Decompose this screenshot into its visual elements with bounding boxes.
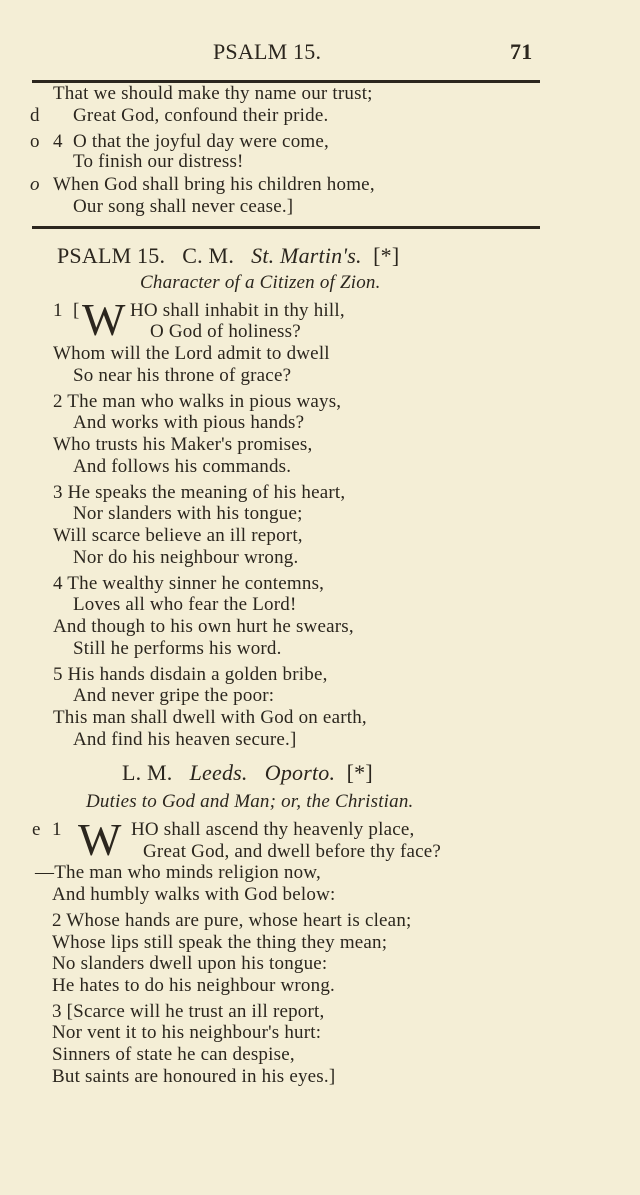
verse-number: 1: [53, 300, 63, 321]
verse-line: —The man who minds religion now,: [35, 862, 321, 883]
meter: L. M.: [122, 760, 173, 785]
verse-line: O that the joyful day were come,: [73, 131, 329, 152]
margin-mark: d: [30, 105, 40, 126]
section-rule: [32, 226, 540, 229]
verse-line: And humbly walks with God below:: [52, 884, 336, 905]
verse-line: But saints are honoured in his eyes.]: [52, 1066, 336, 1087]
verse-line: To finish our distress!: [73, 151, 244, 172]
verse-line: O God of holiness?: [150, 321, 301, 342]
verse-line: Loves all who fear the Lord!: [73, 594, 297, 615]
psalm-number: PSALM 15.: [57, 243, 166, 268]
verse-line: Our song shall never cease.]: [73, 196, 294, 217]
tune-name: Oporto.: [264, 760, 336, 785]
verse-line: 2 Whose hands are pure, whose heart is clean;: [52, 910, 412, 931]
verse-line: He hates to do his neighbour wrong.: [52, 975, 335, 996]
tune-name: Leeds.: [189, 760, 248, 785]
verse-line: And never gripe the poor:: [73, 685, 275, 706]
verse-line: Sinners of state he can despise,: [52, 1044, 295, 1065]
verse-line: Whose lips still speak the thing they mean;: [52, 932, 388, 953]
margin-mark: o: [30, 174, 40, 195]
bracket: [: [73, 300, 80, 321]
psalm-heading: [122, 760, 373, 786]
verse-line: 3 He speaks the meaning of his heart,: [53, 482, 346, 503]
drop-cap: W: [82, 294, 126, 345]
verse-line: Nor vent it to his neighbour's hurt:: [52, 1022, 322, 1043]
verse-line: Nor slanders with his tongue;: [73, 503, 303, 524]
verse-line: 4 The wealthy sinner he contemns,: [53, 573, 325, 594]
verse-line: 2 The man who walks in pious ways,: [53, 391, 342, 412]
verse-line: That we should make thy name our trust;: [53, 83, 373, 104]
tune-name: St. Martin's.: [251, 243, 362, 268]
verse-line: When God shall bring his children home,: [53, 174, 375, 195]
verse-line: Who trusts his Maker's promises,: [53, 434, 313, 455]
verse-line: HO shall ascend thy heavenly place,: [131, 819, 415, 840]
verse-number: 4: [53, 131, 63, 152]
page-number: 71: [510, 39, 533, 64]
verse-line: And though to his own hurt he swears,: [53, 616, 354, 637]
mark: [*]: [346, 760, 373, 785]
verse-line: And find his heaven secure.]: [73, 729, 297, 750]
verse-line: And follows his commands.: [73, 456, 292, 477]
verse-line: So near his throne of grace?: [73, 365, 292, 386]
verse-line: Will scarce believe an ill report,: [53, 525, 303, 546]
verse-number: 1: [52, 819, 62, 840]
meter: C. M.: [182, 243, 235, 268]
psalm-subtitle: Duties to God and Man; or, the Christian.: [86, 791, 414, 812]
verse-line: Still he performs his word.: [73, 638, 282, 659]
header-title: PSALM 15.: [213, 39, 322, 64]
drop-cap: W: [78, 814, 122, 865]
mark: [*]: [373, 243, 400, 268]
verse-line: 5 His hands disdain a golden bribe,: [53, 664, 328, 685]
verse-line: HO shall inhabit in thy hill,: [130, 300, 345, 321]
margin-mark: o: [30, 131, 40, 152]
psalm-subtitle: Character of a Citizen of Zion.: [140, 272, 381, 293]
verse-line: Whom will the Lord admit to dwell: [53, 343, 330, 364]
psalm-heading: [57, 243, 399, 269]
verse-line: No slanders dwell upon his tongue:: [52, 953, 328, 974]
margin-mark: e: [32, 819, 41, 840]
verse-line: Great God, and dwell before thy face?: [143, 841, 442, 862]
verse-line: Great God, confound their pride.: [73, 105, 329, 126]
verse-line: This man shall dwell with God on earth,: [53, 707, 367, 728]
verse-line: Nor do his neighbour wrong.: [73, 547, 299, 568]
verse-line: 3 [Scarce will he trust an ill report,: [52, 1001, 325, 1022]
verse-line: And works with pious hands?: [73, 412, 305, 433]
